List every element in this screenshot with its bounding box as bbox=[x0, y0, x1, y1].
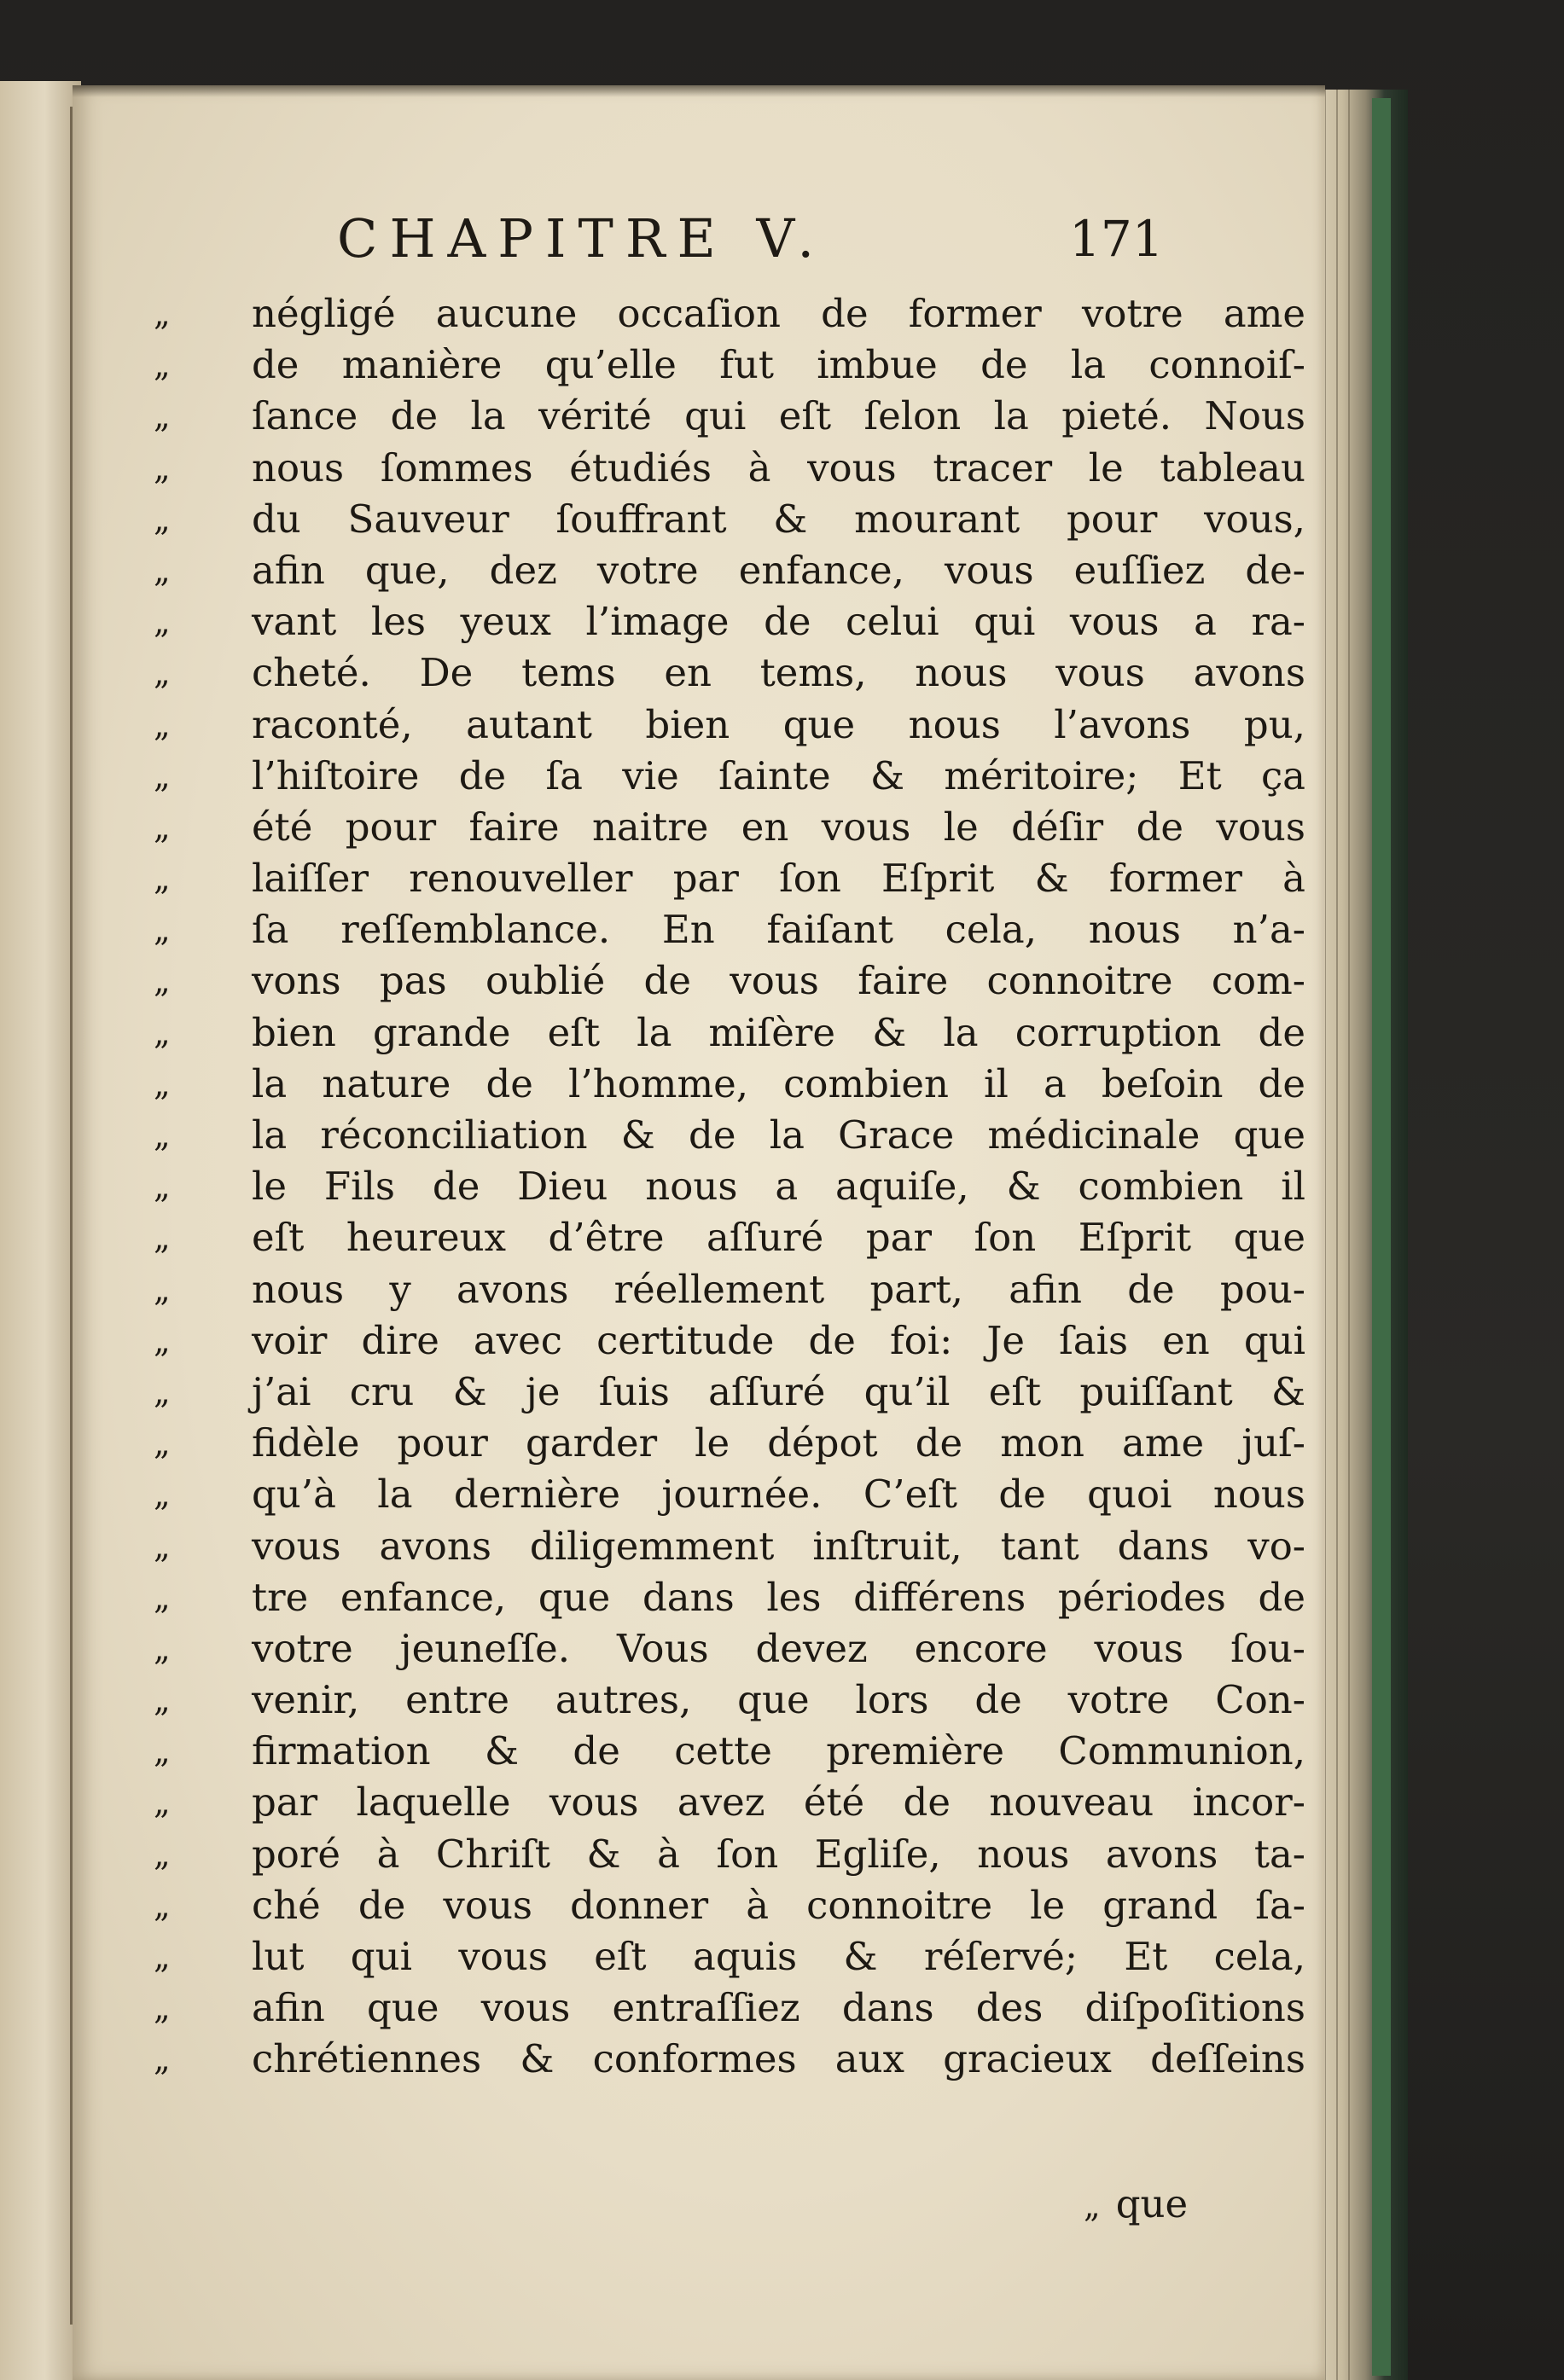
running-title: CHAPITRE V. bbox=[337, 207, 827, 270]
text-line bbox=[154, 340, 1314, 391]
quote-mark: „ bbox=[154, 1476, 171, 1514]
line-text: ſance de la vérité qui eſt ſelon la pieté. Nous bbox=[252, 393, 1305, 439]
quote-mark: „ bbox=[154, 654, 171, 693]
quote-mark: „ bbox=[154, 860, 171, 898]
line-text: de manière qu’elle fut imbue de la connoiſ- bbox=[252, 342, 1305, 388]
line-text: fidèle pour garder le dépot de mon ame juſ- bbox=[252, 1420, 1305, 1466]
quote-mark: „ bbox=[154, 2040, 171, 2079]
text-line bbox=[154, 1982, 1314, 2034]
quote-mark: „ bbox=[154, 1425, 171, 1463]
text-line bbox=[154, 751, 1314, 802]
line-text: ché de vous donner à connoitre le grand ſa- bbox=[252, 1882, 1305, 1928]
text-line bbox=[154, 288, 1314, 340]
text-line bbox=[154, 1623, 1314, 1675]
catchword-quote-mark: „ bbox=[1084, 2187, 1101, 2225]
line-text: vant les yeux l’image de celui qui vous a ra- bbox=[252, 599, 1305, 645]
text-line bbox=[154, 1572, 1314, 1623]
line-text: chrétiennes & conformes aux gracieux deſſeins bbox=[252, 2036, 1305, 2082]
line-text: vons pas oublié de vous faire connoitre com- bbox=[252, 958, 1305, 1004]
quote-mark: „ bbox=[154, 1578, 171, 1617]
quote-mark: „ bbox=[154, 1219, 171, 1257]
text-line bbox=[154, 1469, 1314, 1520]
line-text: eſt heureux d’être aſſuré par ſon Eſprit que bbox=[252, 1215, 1305, 1261]
line-text: nous ſommes étudiés à vous tracer le tableau bbox=[252, 444, 1305, 491]
line-text: ſa reſſemblance. En faiſant cela, nous n’a- bbox=[252, 907, 1305, 953]
text-line bbox=[154, 853, 1314, 904]
line-text: qu’à la dernière journée. C’eſt de quoi nous bbox=[252, 1472, 1305, 1518]
quote-mark: „ bbox=[154, 1168, 171, 1206]
line-text: par laquelle vous avez été de nouveau incor- bbox=[252, 1779, 1305, 1826]
left-facing-page-edge bbox=[0, 81, 81, 2380]
quote-mark: „ bbox=[154, 346, 171, 385]
line-text: l’hiſtoire de ſa vie ſainte & méritoire; Et ça bbox=[252, 752, 1305, 798]
line-text: afin que vous entraſſiez dans des diſpoſitions bbox=[252, 1985, 1305, 2031]
text-line bbox=[154, 1726, 1314, 1777]
quote-mark: „ bbox=[154, 1681, 171, 1720]
quote-mark: „ bbox=[154, 1733, 171, 1771]
quote-mark: „ bbox=[154, 1321, 171, 1360]
line-text: négligé aucune occaſion de former votre ame bbox=[252, 291, 1305, 336]
text-line bbox=[154, 647, 1314, 699]
line-text: raconté, autant bien que nous l’avons pu, bbox=[252, 701, 1305, 747]
book-cover-edge bbox=[1314, 90, 1408, 2380]
line-text: été pour faire naitre en vous le déſir de vous bbox=[252, 804, 1305, 850]
text-line bbox=[154, 802, 1314, 853]
quote-mark: „ bbox=[154, 808, 171, 846]
quote-mark: „ bbox=[154, 705, 171, 744]
book-page bbox=[73, 85, 1325, 2380]
line-text: voir dire avec certitude de foi: Je ſais en qui bbox=[252, 1317, 1305, 1363]
text-line bbox=[154, 1777, 1314, 1828]
line-text: poré à Chriſt & à ſon Egliſe, nous avons ta- bbox=[252, 1831, 1305, 1877]
text-line bbox=[154, 904, 1314, 955]
text-line bbox=[154, 391, 1314, 442]
quote-mark: „ bbox=[154, 1065, 171, 1103]
quote-mark: „ bbox=[154, 449, 171, 487]
quote-mark: „ bbox=[154, 1629, 171, 1668]
text-line bbox=[154, 1007, 1314, 1059]
text-line bbox=[154, 2034, 1314, 2085]
text-line bbox=[154, 1059, 1314, 1110]
text-line bbox=[154, 1931, 1314, 1982]
line-text: cheté. De tems en tems, nous vous avons bbox=[252, 650, 1305, 696]
line-text: afin que, dez votre enfance, vous euſſiez de- bbox=[252, 547, 1305, 593]
quote-mark: „ bbox=[154, 757, 171, 795]
quote-mark: „ bbox=[154, 1117, 171, 1154]
quote-mark: „ bbox=[154, 1989, 171, 2028]
line-text: firmation & de cette première Communion, bbox=[252, 1728, 1305, 1774]
text-line bbox=[154, 545, 1314, 596]
line-text: du Sauveur ſouffrant & mourant pour vous, bbox=[252, 496, 1305, 542]
running-head bbox=[73, 196, 1325, 282]
text-line bbox=[154, 1880, 1314, 1931]
line-text: venir, entre autres, que lors de votre Con- bbox=[252, 1677, 1305, 1723]
quote-mark: „ bbox=[154, 1013, 171, 1052]
line-text: lut qui vous eſt aquis & réſervé; Et cela, bbox=[252, 1934, 1305, 1979]
text-line bbox=[154, 443, 1314, 494]
text-line bbox=[154, 1367, 1314, 1418]
page-top-shadow bbox=[73, 85, 1325, 97]
text-line bbox=[154, 1264, 1314, 1315]
quote-mark: „ bbox=[154, 1886, 171, 1924]
line-text: la réconciliation & de la Grace médicinale que bbox=[252, 1112, 1305, 1158]
quote-mark: „ bbox=[154, 398, 171, 436]
line-text: nous y avons réellement part, afin de pou- bbox=[252, 1266, 1305, 1312]
line-text: votre jeuneſſe. Vous devez encore vous ſou- bbox=[252, 1625, 1305, 1671]
text-line bbox=[154, 1521, 1314, 1572]
body-text bbox=[154, 288, 1314, 2086]
line-text: j’ai cru & je ſuis aſſuré qu’il eſt puiſſant & bbox=[252, 1368, 1305, 1414]
quote-mark: „ bbox=[154, 962, 171, 1001]
quote-mark: „ bbox=[154, 1938, 171, 1976]
line-text: laiſſer renouveller par ſon Eſprit & former à bbox=[252, 856, 1305, 902]
text-line bbox=[154, 1315, 1314, 1367]
text-line bbox=[154, 955, 1314, 1007]
line-text: bien grande eſt la miſère & la corruption de bbox=[252, 1009, 1305, 1055]
text-line bbox=[154, 1212, 1314, 1263]
quote-mark: „ bbox=[154, 500, 171, 538]
green-cover-band bbox=[1372, 98, 1391, 2376]
line-text: vous avons diligemment inſtruit, tant dans vo- bbox=[252, 1523, 1305, 1569]
quote-mark: „ bbox=[154, 1784, 171, 1822]
text-line bbox=[154, 1110, 1314, 1161]
text-line bbox=[154, 699, 1314, 751]
page-stack-line bbox=[1348, 90, 1350, 2380]
page-stack-line bbox=[1336, 90, 1338, 2380]
catchword bbox=[1084, 2179, 1188, 2232]
text-line bbox=[154, 1418, 1314, 1469]
quote-mark: „ bbox=[154, 911, 171, 949]
text-line bbox=[154, 1161, 1314, 1212]
line-text: tre enfance, que dans les différens périodes de bbox=[252, 1574, 1305, 1620]
page-number: 171 bbox=[1069, 210, 1164, 268]
text-line bbox=[154, 596, 1314, 647]
line-text: la nature de l’homme, combien il a beſoin de bbox=[252, 1060, 1305, 1106]
quote-mark: „ bbox=[154, 295, 171, 333]
text-line bbox=[154, 1829, 1314, 1880]
text-line bbox=[154, 494, 1314, 545]
catchword-text: que bbox=[1115, 2181, 1189, 2226]
line-text: le Fils de Dieu nous a aquiſe, & combien il bbox=[252, 1164, 1305, 1210]
quote-mark: „ bbox=[154, 1527, 171, 1565]
quote-mark: „ bbox=[154, 603, 171, 641]
text-line bbox=[154, 1675, 1314, 1726]
quote-mark: „ bbox=[154, 1270, 171, 1309]
quote-mark: „ bbox=[154, 1835, 171, 1873]
quote-mark: „ bbox=[154, 551, 171, 589]
quote-mark: „ bbox=[154, 1373, 171, 1411]
